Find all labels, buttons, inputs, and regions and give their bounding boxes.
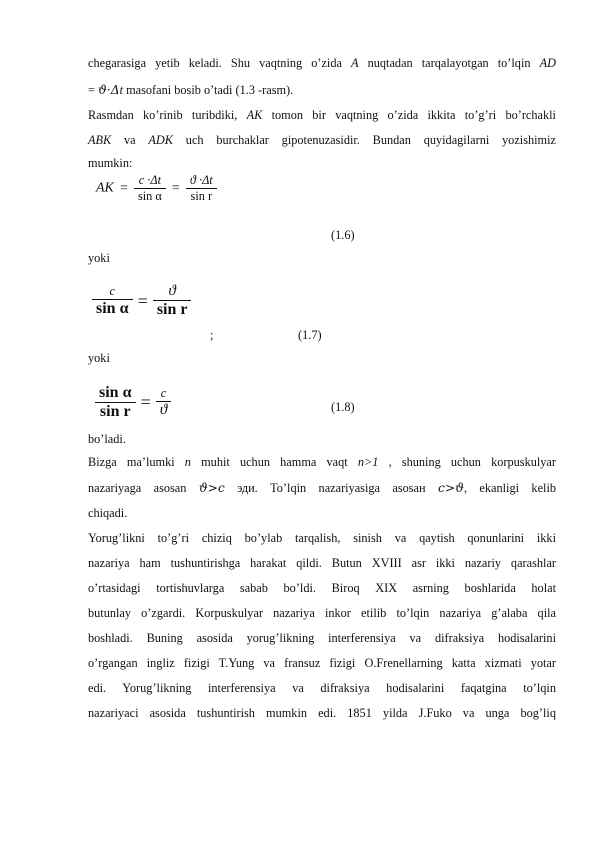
- numerator: ϑ ·Δt: [186, 173, 217, 189]
- text: =: [88, 83, 99, 97]
- text-boladi: bo’ladi.: [88, 432, 126, 446]
- denominator: sin α: [137, 189, 162, 203]
- paragraph-2-line: butunlay o’zgardi. Korpuskulyar nazariya inkor etilib to’lqin nazariya g’alaba qila: [88, 606, 556, 620]
- text-line-1: [88, 55, 556, 71]
- equation-1-8: [95, 384, 171, 421]
- text-line-5: mumkin:: [88, 156, 133, 170]
- symbol: ϑ·Δ: [98, 83, 120, 97]
- var-t: t: [119, 83, 124, 97]
- condition: n>1: [357, 455, 379, 469]
- paragraph-2-line: o’rtasidagi tortishuvlarga sabab bo’ldi. Biroq XIX asrning boshlarida holat: [88, 581, 556, 595]
- condition: c>ϑ: [437, 481, 464, 495]
- paragraph-2-line: nazariyaci asosida tushuntirish mumkin edi. 1851 yilda J.Fuko va unga bog’liq: [88, 706, 556, 720]
- eq-lhs: AK: [96, 180, 114, 196]
- text: , shuning uchun korpuskulyar: [378, 455, 556, 469]
- text: muhit uchun hamma vaqt: [190, 455, 358, 469]
- text: nuqtadan tarqalayotgan to’lqin: [358, 56, 540, 70]
- text: uch burchaklar gipotenuzasidir. Bundan quyidagilarni yozishimiz: [173, 133, 556, 147]
- text-line-4: [88, 132, 556, 148]
- numerator: c ·Δt: [134, 173, 166, 189]
- text: Bizga ma’lumki: [88, 455, 185, 469]
- fraction: [92, 284, 133, 318]
- text-line-2: [88, 82, 556, 98]
- paragraph-2-line: nazariya ham tushuntirishga harakat qildi. Butun XVIII asr ikki nazariy qarashlar: [88, 556, 556, 570]
- numerator: c: [156, 386, 171, 402]
- text: nazariyaga asosan: [88, 481, 199, 495]
- denominator: sin α: [96, 300, 129, 317]
- eq-sign: =: [119, 180, 128, 196]
- paragraph-2-line: boshladi. Buning asosida yorug’likning interferensiya va difraksiya hodisalarini: [88, 631, 556, 645]
- paragraph-1-line-1: [88, 454, 556, 470]
- paragraph-2-line: o’rgangan ingliz fizigi T.Yung va fransuz fizigi O.Frenellarning katta xizmati yotar: [88, 656, 556, 670]
- fraction: [186, 173, 217, 204]
- text: , ekanligi kelib: [463, 481, 557, 495]
- text-line-3: [88, 107, 556, 123]
- var-AD: AD: [539, 56, 556, 70]
- text: va: [111, 133, 149, 147]
- var-ADK: ADK: [148, 133, 174, 147]
- var-AK: AK: [246, 108, 263, 122]
- denominator: sin r: [190, 189, 213, 203]
- text: Rasmdan ko’rinib turibdiki,: [88, 108, 247, 122]
- text: chegarasiga yetib keladi. Shu vaqtning o’zida: [88, 56, 352, 70]
- fraction: [156, 386, 171, 419]
- denominator: ϑ: [159, 402, 168, 418]
- numerator: c: [92, 284, 133, 300]
- equation-number: (1.8): [331, 400, 355, 414]
- text-yoki-1: yoki: [88, 251, 110, 265]
- var-n: n: [184, 455, 191, 469]
- fraction: [95, 384, 136, 421]
- text: masofani bosib o’tadi (1.3 -rasm).: [123, 83, 294, 97]
- eq-sign: =: [137, 290, 148, 311]
- paragraph-2-line: edi. Yorug’likning interferensiya va difraksiya hodisalarini faqatgina to’lqin: [88, 681, 556, 695]
- denominator: sin r: [99, 403, 131, 420]
- numerator: sin α: [95, 384, 136, 403]
- paragraph-1-line-2: [88, 480, 556, 496]
- equation-1-6: [96, 173, 217, 204]
- eq-sign: =: [140, 392, 151, 412]
- semicolon: ;: [210, 328, 214, 342]
- text: tomon bir vaqtning o’zida ikkita to’g’ri bo’rchakli: [262, 108, 556, 122]
- fraction: [153, 283, 192, 319]
- paragraph-2-line: Yorug’likni to’g’ri chiziq bo’ylab tarqalish, sinish va qaytish qonunlarini ikki: [88, 531, 556, 545]
- equation-number: (1.7): [298, 328, 322, 342]
- denominator: sin r: [156, 301, 188, 318]
- fraction: [134, 173, 166, 204]
- text: . To’lqin nazariyasiga asosан: [254, 481, 438, 495]
- equation-1-7: [92, 283, 191, 319]
- var-ABK: ABK: [88, 133, 112, 147]
- eq-sign: =: [171, 180, 180, 196]
- condition: ϑ>c: [198, 481, 225, 495]
- paragraph-1-line-3: chiqadi.: [88, 506, 128, 520]
- var-A: A: [351, 56, 359, 70]
- text-yoki-2: yoki: [88, 351, 110, 365]
- numerator: ϑ: [153, 283, 192, 301]
- text: эди: [224, 481, 255, 495]
- equation-number: (1.6): [331, 228, 355, 242]
